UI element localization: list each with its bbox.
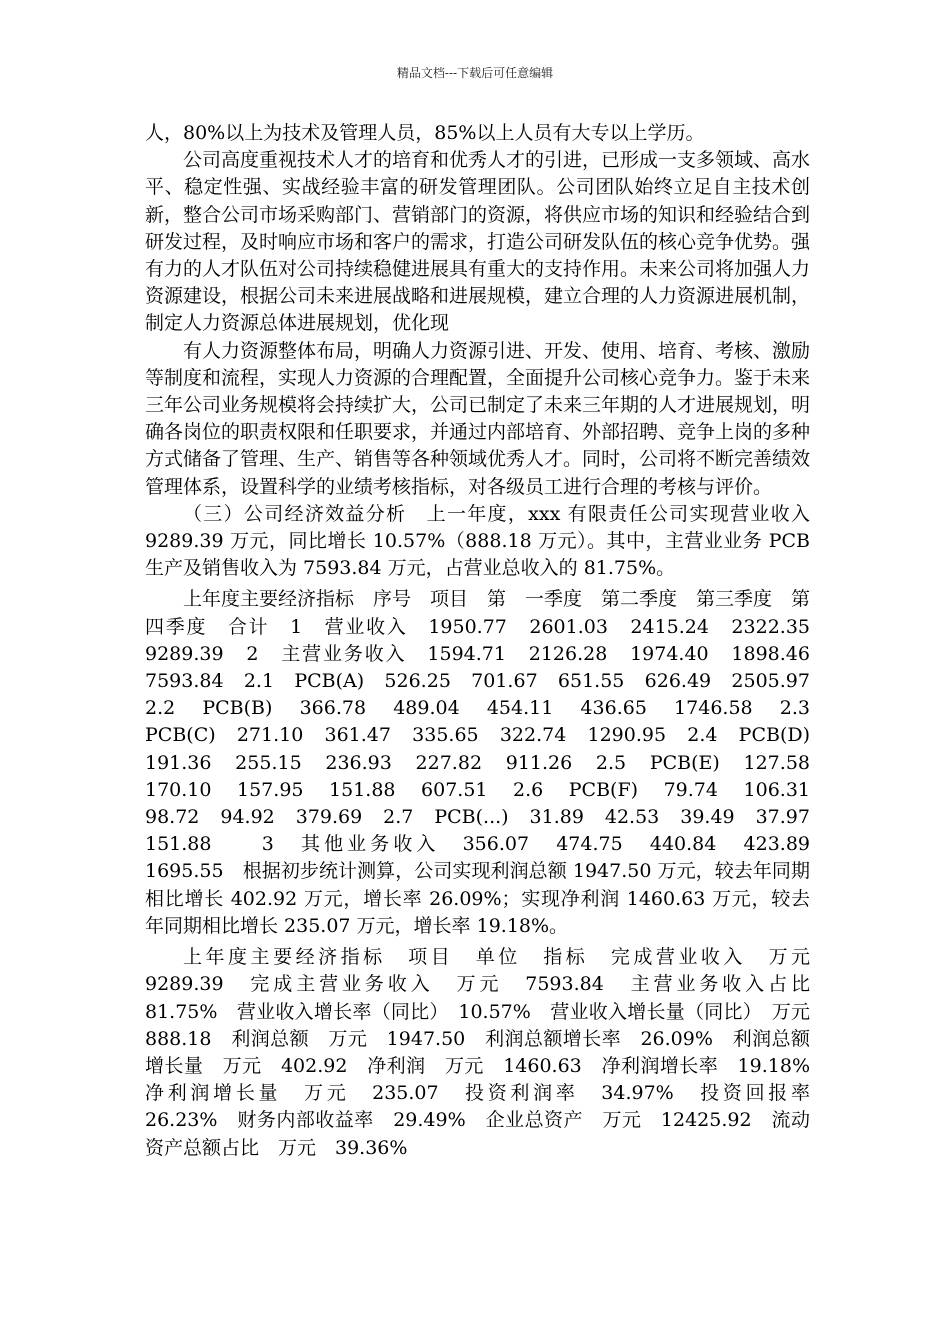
page-header: 精品文档---下载后可任意编辑 (396, 66, 554, 80)
paragraph-economic-analysis: （三）公司经济效益分析 上一年度，xxx 有限责任公司实现营业收入 9289.39 万元，同比增长 10.57%（888.18 万元）。其中，主营业业务 PCB 生产及销售收入为 7593.84 万元，占营业总收入的 81.75%。 (145, 502, 810, 580)
paragraph-hr-layout: 有人力资源整体布局，明确人力资源引进、开发、使用、培育、考核、激励等制度和流程，实现人力资源的合理配置，全面提升公司核心竞争力。鉴于未来三年公司业务规模将会持续扩大，公司已制定了未来三年期的人才进展规划，明确各岗位的职责权限和任职要求，并通过内部培育、外部招聘、竞争上岗的多种方式储备了管理、生产、销售等各种领域优秀人才。同时，公司将不断完善绩效管理体系，设置科学的业绩考核指标，对各级员工进行合理的考核与评价。 (145, 339, 811, 498)
document-body (145, 120, 830, 1162)
paragraph-main-indicators: 上年度主要经济指标 项目 单位 指标 完成营业收入 万元 9289.39 完成主营业务收入 万元 7593.84 主营业务收入占比 81.75% 营业收入增长率（同比） 10.57% 营业收入增长量（同比） 万元 888.18 利润总额 万元 1947.50 利润总额增长率 26.09% 利润总额增长量 万元 402.92 净利润 万元 1460.63 净利润增长率 19.18% 净利润增长量 万元 235.07 投资利润率 34.97% 投资回报率 26.23% 财务内部收益率 29.49% 企业总资产 万元 12425.92 流动资产总额占比 万元 39.36% (145, 946, 830, 1159)
paragraph-quarterly-indicators: 上年度主要经济指标 序号 项目 第 一季度 第二季度 第三季度 第四季度 合计 1 营业收入 1950.77 2601.03 2415.24 2322.35 9289.39 2 主营业务收入 1594.71 2126.28 1974.40 1898.46 7593.84 2.1 PCB(A) 526.25 701.67 651.55 626.49 2505.97 2.2 PCB(B) 366.78 489.04 454.11 436.65 1746.58 2.3 PCB(C) 271.10 361.47 335.65 322.74 1290.95 2.4 PCB(D) 191.36 255.15 236.93 227.82 911.26 2.5 PCB(E) 127.58 170.10 157.95 151.88 607.51 2.6 PCB(F) 79.74 106.31 98.72 94.92 379.69 2.7 PCB(...) 31.89 42.53 39.49 37.97 151.88 3 其他业务收入 356.07 474.75 440.84 423.89 1695.55 根据初步统计测算，公司实现利润总额 1947.50 万元，较去年同期相比增长 402.92 万元，增长率 26.09%；实现净利润 1460.63 万元，较去年同期相比增长 235.07 万元，增长率 19.18%。 (145, 588, 830, 937)
paragraph-staff-education: 人，80%以上为技术及管理人员，85%以上人员有大专以上学历。 (145, 122, 705, 144)
paragraph-talent-team: 公司高度重视技术人才的培育和优秀人才的引进，已形成一支多领域、高水平、稳定性强、实战经验丰富的研发管理团队。公司团队始终立足自主技术创新，整合公司市场采购部门、营销部门的资源，将供应市场的知识和经验结合到研发过程，及时响应市场和客户的需求，打造公司研发队伍的核心竞争优势。强有力的人才队伍对公司持续稳健进展具有重大的支持作用。未来公司将加强人力资源建设，根据公司未来进展战略和进展规模，建立合理的人力资源进展机制，制定人力资源总体进展规划，优化现 (145, 149, 811, 335)
